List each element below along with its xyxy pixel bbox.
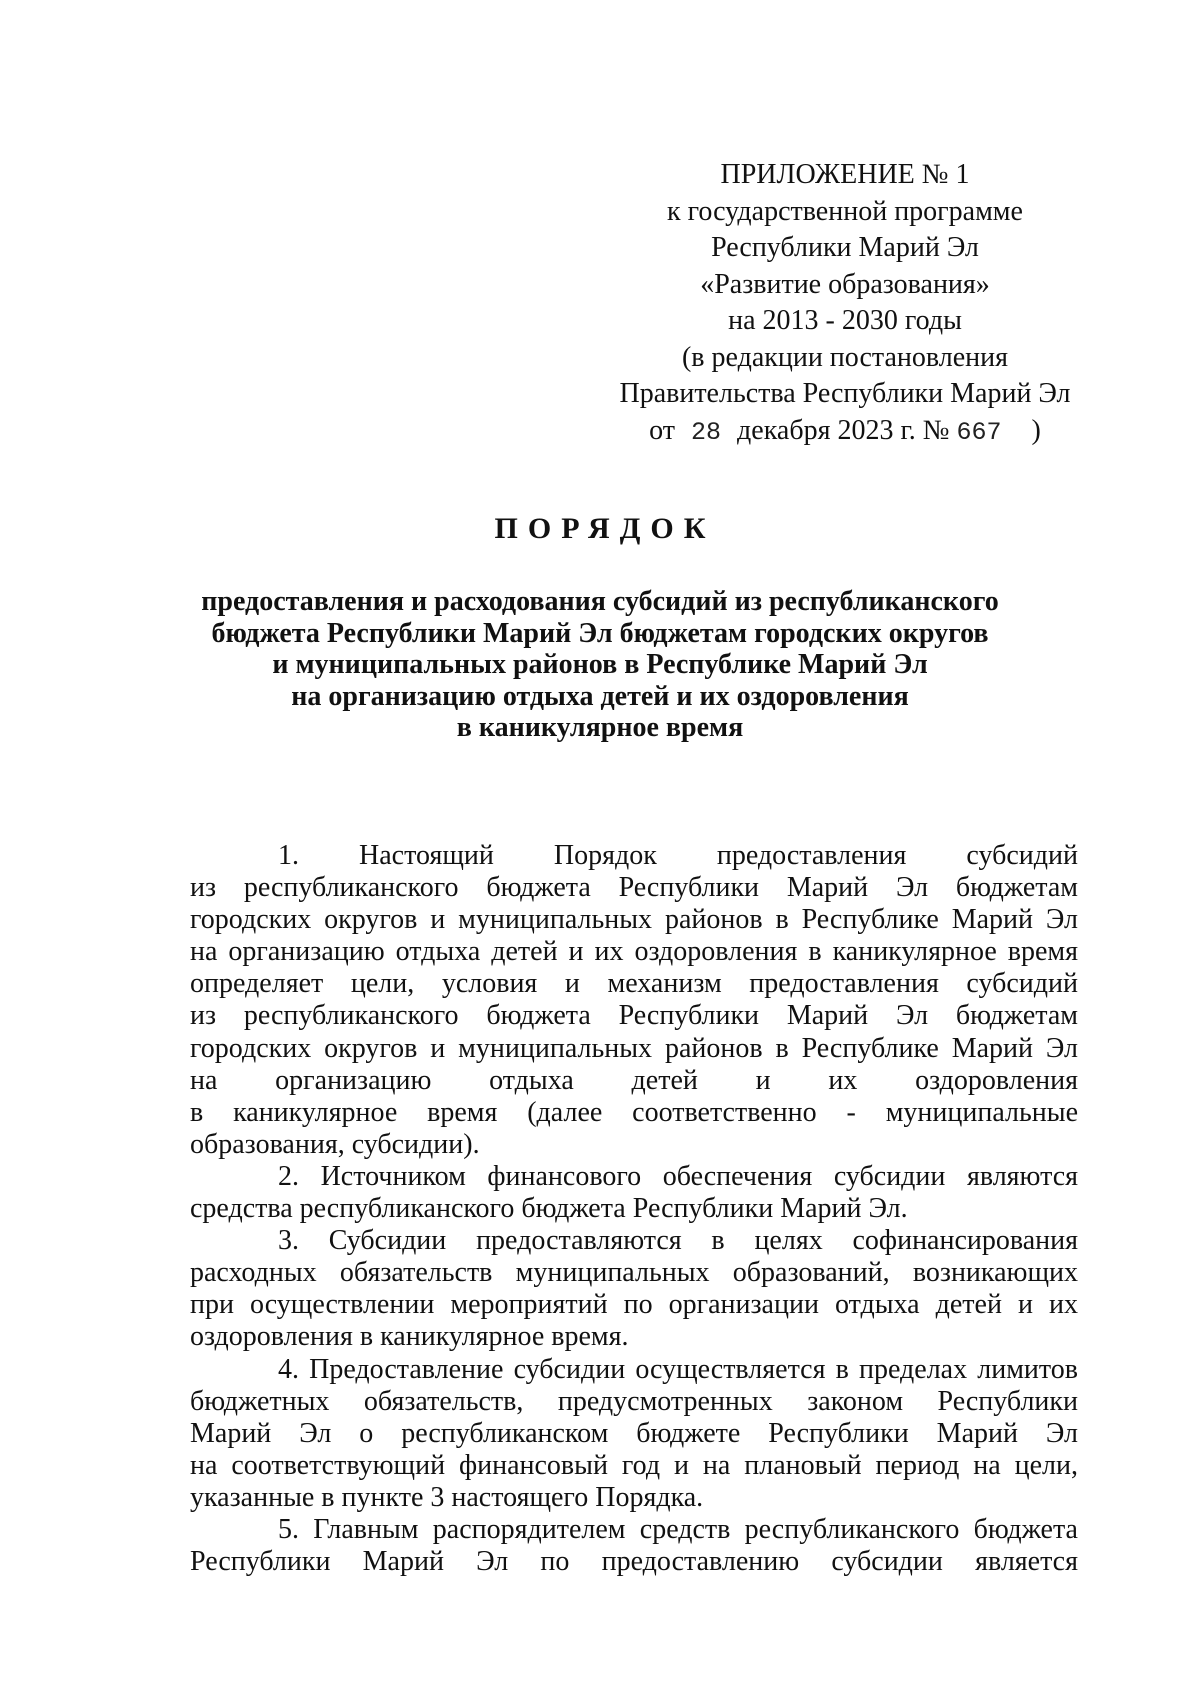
document-subtitle: [150, 586, 1050, 744]
paragraph-line: на организацию отдыха детей и их оздоровления в каникулярное время: [190, 936, 1078, 968]
appendix-line-program: к государственной программе: [667, 195, 1023, 227]
appendix-title: ПРИЛОЖЕНИЕ № 1: [720, 159, 970, 190]
paragraph-line: 3. Субсидии предоставляются в целях софинансирования: [278, 1225, 1078, 1257]
paragraph-line: из республиканского бюджета Республики Марий Эл бюджетам: [190, 872, 1078, 904]
paragraph-line: на соответствующий финансовый год и на плановый период на цели,: [190, 1449, 1078, 1481]
decree-number: 667: [956, 417, 1002, 447]
paragraph-line: 1. Настоящий Порядок предоставления субсидий: [278, 840, 1078, 871]
date-close-paren: ): [1031, 414, 1041, 446]
date-month-year: декабря 2023 г. №: [737, 414, 950, 446]
paragraph-line: в каникулярное время (далее соответственно - муниципальные: [190, 1096, 1078, 1128]
paragraph-line: оздоровления в каникулярное время.: [190, 1321, 629, 1353]
subtitle-line: в каникулярное время: [456, 712, 744, 743]
appendix-line-program-name: «Развитие образования»: [700, 268, 990, 300]
paragraph-line: средства республиканского бюджета Республики Марий Эл.: [190, 1193, 908, 1225]
paragraph-line: Марий Эл о республиканском бюджете Республики Марий Эл: [190, 1417, 1078, 1449]
appendix-header: [605, 157, 1085, 451]
paragraph-4: [190, 1354, 1078, 1514]
paragraph-3: [190, 1225, 1078, 1353]
appendix-line-republic: Республики Марий Эл: [711, 232, 979, 263]
paragraph-line: расходных обязательств муниципальных образований, возникающих: [190, 1257, 1078, 1289]
subtitle-line: на организацию отдыха детей и их оздоровления: [291, 680, 909, 712]
appendix-line-years: на 2013 - 2030 годы: [728, 305, 962, 336]
paragraph-1: [190, 840, 1078, 1161]
paragraph-line: образования, субсидии).: [190, 1128, 480, 1160]
paragraph-line: бюджетных обязательств, предусмотренных законом Республики: [190, 1385, 1078, 1417]
paragraph-line: указанные в пункте 3 настоящего Порядка.: [190, 1481, 704, 1513]
paragraph-line: 4. Предоставление субсидии осуществляется в пределах лимитов: [278, 1353, 1078, 1385]
paragraph-2: [190, 1161, 1078, 1225]
document-body: [190, 840, 1078, 1578]
date-day: 28: [691, 417, 722, 447]
paragraph-line: при осуществлении мероприятий по организации отдыха детей и их: [190, 1289, 1078, 1321]
paragraph-line: городских округов и муниципальных районов в Республике Марий Эл: [190, 1032, 1078, 1064]
paragraph-line: определяет цели, условия и механизм предоставления субсидий: [190, 968, 1078, 1000]
appendix-line-government: Правительства Республики Марий Эл: [619, 378, 1071, 409]
paragraph-line: 5. Главным распорядителем средств республиканского бюджета: [278, 1513, 1078, 1545]
appendix-date-line: [605, 413, 1085, 452]
document-title: ПОРЯДОК: [494, 512, 716, 545]
paragraph-5: [190, 1514, 1078, 1578]
paragraph-line: Республики Марий Эл по предоставлению субсидии является: [190, 1546, 1078, 1578]
paragraph-line: на организацию отдыха детей и их оздоровления: [190, 1064, 1078, 1096]
date-prefix: от: [649, 414, 676, 446]
subtitle-line: бюджета Республики Марий Эл бюджетам городских округов: [211, 617, 989, 649]
subtitle-line: и муниципальных районов в Республике Марий Эл: [272, 649, 928, 680]
appendix-line-edition: (в редакции постановления: [681, 341, 1009, 373]
paragraph-line: городских округов и муниципальных районов в Республике Марий Эл: [190, 904, 1078, 936]
subtitle-line: предоставления и расходования субсидий из республиканского: [201, 586, 999, 617]
paragraph-line: из республиканского бюджета Республики Марий Эл бюджетам: [190, 1000, 1078, 1032]
paragraph-line: 2. Источником финансового обеспечения субсидии являются: [278, 1160, 1078, 1192]
